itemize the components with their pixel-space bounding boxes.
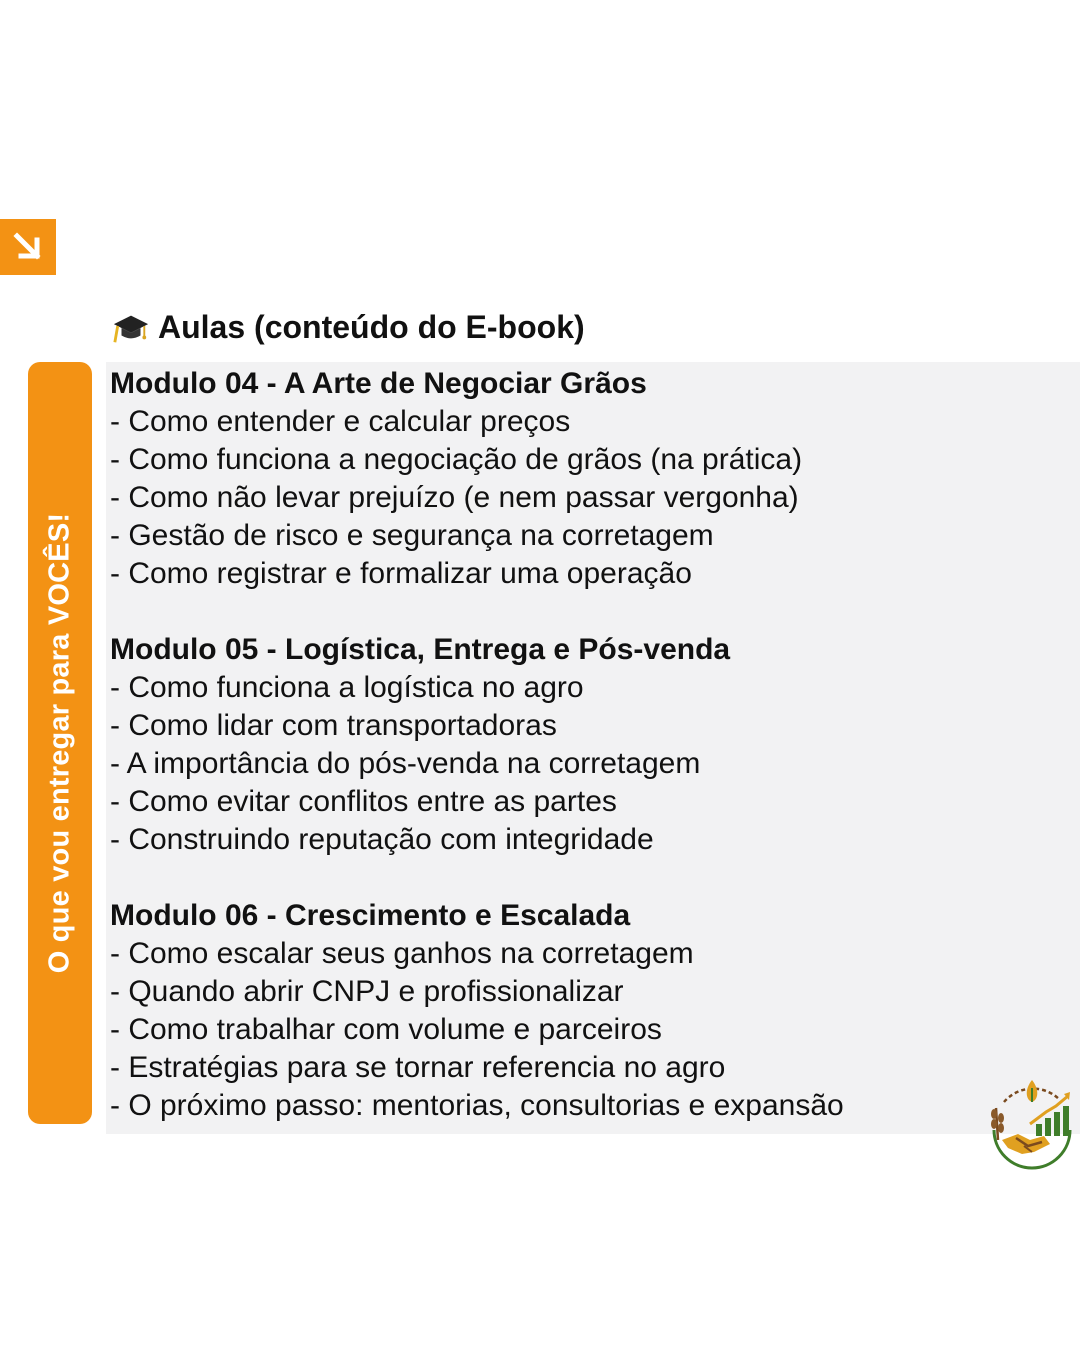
agro-handshake-logo-icon [986, 1078, 1078, 1174]
module-item: - Construindo reputação com integridade [110, 823, 654, 856]
section-heading [112, 306, 585, 348]
module-05 [110, 631, 970, 859]
side-banner-label: O que vou entregar para VOCÊS! [43, 512, 76, 974]
module-title: Modulo 06 - Crescimento e Escalada [110, 899, 631, 932]
module-item: - Como não levar prejuízo (e nem passar vergonha) [110, 481, 799, 514]
module-item: - Como funciona a negociação de grãos (na prática) [110, 443, 803, 476]
module-item: - Quando abrir CNPJ e profissionalizar [110, 975, 624, 1008]
module-title: Modulo 05 - Logística, Entrega e Pós-venda [110, 633, 731, 666]
module-item: - O próximo passo: mentorias, consultorias e expansão [110, 1089, 844, 1122]
module-item: - Como evitar conflitos entre as partes [110, 785, 617, 818]
module-item: - Como escalar seus ganhos na corretagem [110, 937, 694, 970]
module-06 [110, 897, 970, 1125]
module-04 [110, 365, 970, 593]
module-item: - A importância do pós-venda na corretagem [110, 747, 701, 780]
module-item: - Como registrar e formalizar uma operação [110, 557, 692, 590]
module-item: - Como funciona a logística no agro [110, 671, 584, 704]
module-item: - Como entender e calcular preços [110, 405, 571, 438]
heading-title: Aulas (conteúdo do E-book) [158, 308, 585, 345]
module-item: - Como trabalhar com volume e parceiros [110, 1013, 662, 1046]
graduation-cap-icon [112, 308, 150, 346]
arrow-down-right-icon [11, 230, 45, 264]
module-title: Modulo 04 - A Arte de Negociar Grãos [110, 367, 647, 400]
side-banner [28, 362, 92, 1124]
module-item: - Como lidar com transportadoras [110, 709, 557, 742]
module-item: - Estratégias para se tornar referencia no agro [110, 1051, 726, 1084]
modules-list [110, 365, 970, 1125]
arrow-badge [0, 219, 56, 275]
module-item: - Gestão de risco e segurança na corretagem [110, 519, 714, 552]
